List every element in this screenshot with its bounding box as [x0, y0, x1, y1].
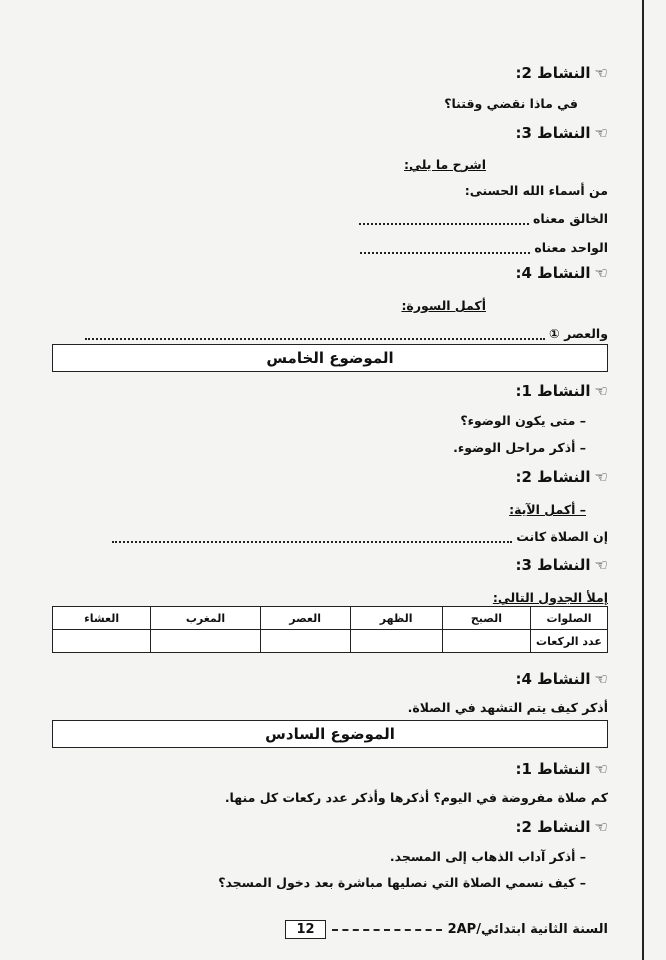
fill-line [52, 240, 608, 255]
intro-text: من أسماء الله الحسنى: [464, 183, 608, 198]
activity-heading [52, 124, 608, 142]
table-cell: الظهر [350, 607, 442, 630]
fill-label: الخالق معناه [533, 211, 608, 226]
page-border [642, 0, 644, 960]
table-cell: الصلوات [531, 607, 608, 630]
table-row [53, 630, 608, 653]
answer-cell[interactable] [53, 630, 151, 653]
instruction: أكمل السورة: [401, 298, 486, 313]
fill-label: إن الصلاة كانت [516, 529, 608, 544]
fill-label: والعصر ① [549, 326, 608, 341]
answer-cell[interactable] [350, 630, 442, 653]
question: كم صلاة مفروضة في اليوم؟ أذكرها وأذكر عدد ركعات كل منها. [224, 790, 608, 805]
pointing-hand-icon: ☜ [594, 556, 608, 574]
fill-label: الواحد معناه [534, 240, 608, 255]
activity-heading [52, 818, 608, 836]
answer-blank[interactable] [112, 533, 512, 543]
instruction: اشرح ما يلي: [404, 157, 486, 172]
activity-heading [52, 264, 608, 282]
pointing-hand-icon: ☜ [594, 468, 608, 486]
activity-heading [52, 760, 608, 778]
pointing-hand-icon: ☜ [594, 760, 608, 778]
fill-line [52, 211, 608, 226]
table-cell: الصبح [442, 607, 530, 630]
answer-cell[interactable] [260, 630, 350, 653]
instruction: إملأ الجدول التالي: [492, 590, 608, 605]
answer-blank[interactable] [359, 215, 529, 225]
activity-heading [52, 382, 608, 400]
activity-label: النشاط 2: [515, 818, 591, 836]
table-cell: العصر [260, 607, 350, 630]
activity-label: النشاط 3: [515, 556, 591, 574]
page-number: 12 [285, 920, 325, 939]
activity-heading [52, 556, 608, 574]
topic-title-box [52, 344, 608, 372]
footer-divider [332, 929, 442, 931]
table-cell: المغرب [151, 607, 260, 630]
instruction: – أكمل الآية: [509, 502, 586, 517]
activity-label: النشاط 1: [515, 382, 591, 400]
pointing-hand-icon: ☜ [594, 670, 608, 688]
question: في ماذا نقضي وقتنا؟ [444, 96, 578, 111]
footer-label: السنة الثانية ابتدائي/2AP [447, 922, 608, 937]
activity-label: النشاط 2: [515, 468, 591, 486]
question: أذكر كيف يتم التشهد في الصلاة. [407, 700, 608, 715]
question: – أذكر آداب الذهاب إلى المسجد. [389, 849, 586, 864]
topic-title: الموضوع السادس [265, 725, 395, 743]
answer-cell[interactable] [442, 630, 530, 653]
activity-label: النشاط 4: [515, 670, 591, 688]
activity-heading [52, 468, 608, 486]
activity-label: النشاط 2: [515, 64, 591, 82]
pointing-hand-icon: ☜ [594, 124, 608, 142]
table-header-row [53, 607, 608, 630]
prayers-table [52, 606, 608, 653]
pointing-hand-icon: ☜ [594, 264, 608, 282]
topic-title-box [52, 720, 608, 748]
activity-heading [52, 670, 608, 688]
prayers-table-wrap [52, 606, 608, 653]
activity-label: النشاط 1: [515, 760, 591, 778]
table-cell: العشاء [53, 607, 151, 630]
activity-label: النشاط 3: [515, 124, 591, 142]
answer-blank[interactable] [360, 244, 530, 254]
fill-line [52, 326, 608, 341]
fill-line [52, 529, 608, 544]
table-cell: عدد الركعات [531, 630, 608, 653]
pointing-hand-icon: ☜ [594, 64, 608, 82]
page-footer [52, 920, 608, 939]
question: – متى يكون الوضوء؟ [460, 413, 586, 428]
answer-blank[interactable] [85, 330, 545, 340]
question: – كيف نسمي الصلاة التي نصليها مباشرة بعد دخول المسجد؟ [218, 875, 586, 890]
topic-title: الموضوع الخامس [266, 349, 394, 367]
question: – أذكر مراحل الوضوء. [453, 440, 586, 455]
pointing-hand-icon: ☜ [594, 818, 608, 836]
answer-cell[interactable] [151, 630, 260, 653]
activity-heading [52, 64, 608, 82]
pointing-hand-icon: ☜ [594, 382, 608, 400]
activity-label: النشاط 4: [515, 264, 591, 282]
